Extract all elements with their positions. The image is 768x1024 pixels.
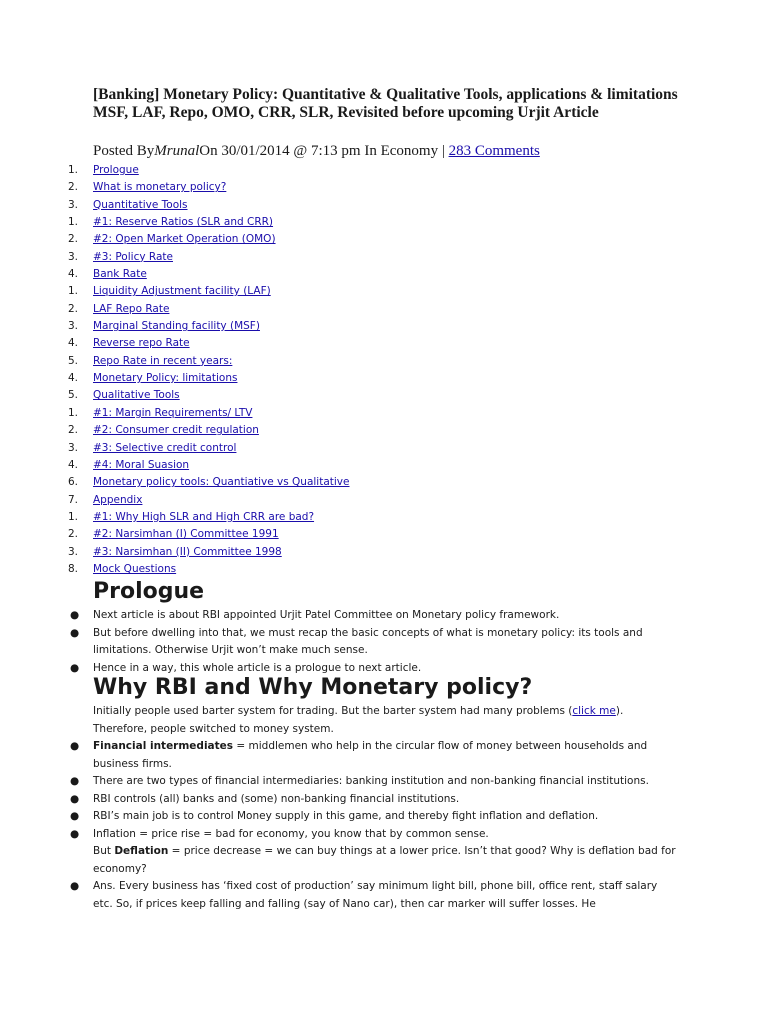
list-item: ● Ans. Every business has ‘fixed cost of production’ say minimum light bill, phone bill, office rent, staff salary etc. So, if prices keep falling and falling (say of Nano car), then car marker will suffer losses. He: [70, 880, 658, 910]
toc-item: [0, 526, 768, 543]
bullet-icon: ●: [70, 740, 80, 752]
toc-item: [0, 405, 768, 422]
toc-item-link[interactable]: Appendix: [93, 493, 143, 506]
article-byline: [93, 142, 733, 160]
list-item: ● RBI controls (all) banks and (some) non-banking financial institutions.: [0, 791, 678, 809]
toc-item: [0, 301, 768, 318]
posted-prefix: Posted By: [93, 143, 155, 159]
toc-item-number: 2.: [68, 181, 79, 194]
toc-item: [0, 370, 768, 387]
list-item: ● Inflation = price rise = bad for economy, you know that by common sense. But Deflation = price decrease = we can buy things at a lower price. Isn’t that good? Why is deflation bad for economy?: [70, 827, 676, 875]
toc-item-number: 1.: [68, 216, 79, 229]
toc-item-number: 4.: [68, 268, 79, 281]
toc-item-number: 2.: [68, 528, 79, 541]
toc-item-link[interactable]: LAF Repo Rate: [93, 302, 170, 315]
toc-item: [0, 440, 768, 457]
toc-item-number: 2.: [68, 424, 79, 437]
toc-item-number: 1.: [68, 164, 79, 176]
toc-item-number: 5.: [68, 354, 79, 367]
toc-item-number: 3.: [68, 250, 79, 263]
toc-item-link[interactable]: #3: Policy Rate: [93, 250, 173, 263]
toc-item-link[interactable]: #4: Moral Suasion: [93, 458, 190, 471]
toc-item-link[interactable]: Liquidity Adjustment facility (LAF): [93, 285, 271, 298]
toc-item-link[interactable]: Prologue: [93, 164, 139, 176]
toc-item-link[interactable]: Repo Rate in recent years:: [93, 354, 233, 367]
toc-item-number: 5.: [68, 389, 79, 402]
toc-item: [0, 249, 768, 266]
toc-item-number: 3.: [68, 320, 79, 333]
toc-item-link[interactable]: Bank Rate: [93, 268, 147, 281]
comments-link[interactable]: 283 Comments: [448, 143, 540, 159]
list-item: ● Hence in a way, this whole article is a prologue to next article.: [0, 660, 678, 678]
toc-item-link[interactable]: #1: Margin Requirements/ LTV: [93, 406, 253, 419]
toc-item: [0, 283, 768, 300]
bullet-icon: ●: [70, 775, 80, 787]
toc-item-link[interactable]: #2: Consumer credit regulation: [93, 424, 259, 437]
toc-item-link[interactable]: Monetary Policy: limitations: [93, 372, 238, 385]
toc-item-link[interactable]: #2: Open Market Operation (OMO): [93, 233, 276, 246]
toc-item-link[interactable]: #3: Selective credit control: [93, 441, 237, 454]
toc-item-link[interactable]: Monetary policy tools: Quantiative vs Qualitative: [93, 476, 350, 489]
toc-item-number: 8.: [68, 562, 79, 575]
toc-item: [0, 422, 768, 439]
toc-item-number: 7.: [68, 493, 79, 506]
bullet-icon: ●: [70, 827, 80, 840]
toc-item-link[interactable]: #3: Narsimhan (II) Committee 1998: [93, 545, 282, 558]
toc-item-number: 3.: [68, 441, 79, 454]
toc-item: [0, 318, 768, 335]
toc-item-link[interactable]: #1: Why High SLR and High CRR are bad?: [93, 510, 315, 523]
bullet-icon: ●: [70, 626, 80, 639]
toc-item: [0, 387, 768, 404]
toc-item-number: 2.: [68, 233, 79, 246]
toc-item-number: 3.: [68, 198, 79, 211]
toc-item: [0, 197, 768, 214]
posted-date: On 30/01/2014 @ 7:13 pm In Economy |: [199, 143, 445, 159]
toc-item: [0, 544, 768, 561]
toc-item-number: 1.: [68, 510, 79, 523]
toc-item-link[interactable]: Reverse repo Rate: [93, 337, 190, 350]
toc-item-number: 6.: [68, 476, 79, 489]
toc-item-number: 4.: [68, 372, 79, 385]
toc-item-number: 4.: [68, 458, 79, 471]
toc-item-number: 1.: [68, 406, 79, 419]
why-rbi-intro: Initially people used barter system for trading. But the barter system had many problems (click me). Therefore, people switched to money system.: [93, 705, 624, 735]
click-me-link[interactable]: click me: [572, 705, 616, 717]
article-title: [Banking] Monetary Policy: Quantitative & Qualitative Tools, applications & limitations MSF, LAF, Repo, OMO, CRR, SLR, Revisited before upcoming Urjit Article: [93, 86, 678, 121]
toc-item-number: 4.: [68, 337, 79, 350]
toc-item-number: 2.: [68, 302, 79, 315]
toc-item-link[interactable]: Mock Questions: [93, 562, 177, 575]
toc-item: [0, 492, 768, 509]
toc-item-link[interactable]: #2: Narsimhan (I) Committee 1991: [93, 528, 279, 541]
toc-item: [0, 231, 768, 248]
toc-item-link[interactable]: What is monetary policy?: [93, 181, 227, 194]
why-rbi-heading: Why RBI and Why Monetary policy?: [93, 675, 533, 700]
toc-item: [0, 474, 768, 491]
toc-item: [0, 353, 768, 370]
toc-item-link[interactable]: #1: Reserve Ratios (SLR and CRR): [93, 216, 274, 229]
list-item: ● There are two types of financial intermediaries: banking institution and non-banking financial institutions.: [0, 773, 678, 791]
author-name: Mrunal: [154, 143, 200, 159]
bullet-icon: ●: [70, 661, 80, 674]
toc-item: [0, 266, 768, 283]
toc-item-number: 3.: [68, 545, 79, 558]
toc-item: [0, 561, 768, 578]
bullet-icon: ●: [70, 609, 80, 621]
bullet-icon: ●: [70, 792, 80, 805]
bullet-icon: ●: [70, 880, 80, 892]
toc-item-link[interactable]: Marginal Standing facility (MSF): [93, 320, 260, 333]
toc-item: [0, 179, 768, 196]
list-item: ● Financial intermediates = middlemen who help in the circular flow of money between households and business firms.: [70, 740, 648, 770]
toc-item: [0, 162, 768, 179]
list-item: ● Next article is about RBI appointed Urjit Patel Committee on Monetary policy framework.: [0, 607, 678, 625]
toc-item: [0, 457, 768, 474]
toc-item: [0, 335, 768, 352]
toc-item: [0, 509, 768, 526]
prologue-list: [0, 607, 768, 677]
toc-item-link[interactable]: Quantitative Tools: [93, 198, 188, 211]
bullet-icon: ●: [70, 810, 80, 822]
list-item: ● But before dwelling into that, we must recap the basic concepts of what is monetary policy: its tools and limitations. Otherwise Urjit won’t make much sense.: [70, 626, 643, 656]
toc-item-number: 1.: [68, 285, 79, 298]
toc-item: [0, 214, 768, 231]
toc-item-link[interactable]: Qualitative Tools: [93, 389, 180, 402]
why-rbi-list: [0, 738, 768, 913]
prologue-heading: Prologue: [93, 579, 205, 604]
table-of-contents: [0, 162, 768, 578]
list-item: ● RBI’s main job is to control Money supply in this game, and thereby fight inflation and deflation.: [0, 808, 678, 826]
